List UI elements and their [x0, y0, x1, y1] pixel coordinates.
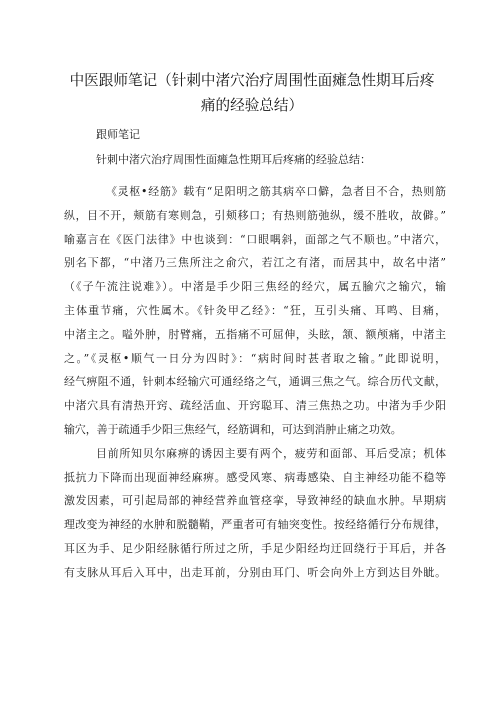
text-line: 《灵枢•经筋》载有“足阳明之筋其病卒口僻，急者目不合，热则筋 [106, 185, 446, 198]
document-body [64, 180, 446, 585]
text-line: 纵，目不开，颊筋有寒则急，引颊移口；有热则筋弛纵，缓不胜收，故僻。” [64, 208, 446, 222]
text-line: 抵抗力下降而出现面神经麻痹。感受风寒、病毒感染、自主神经功能不稳等 [64, 470, 446, 484]
document-title [60, 68, 444, 118]
text-line: （《子午流注说难》）。中渚是手少阳三焦经的经穴，属五腧穴之输穴，输 [64, 280, 446, 294]
text-line: 之。”《灵枢•顺气一日分为四时》：“病时间时甚者取之输。”此即说明， [64, 351, 446, 365]
text-line: 有支脉从耳后入耳中，出走耳前，分别由耳门、听会向外上方到达目外眦。 [64, 565, 446, 579]
title-line-2: 痛的经验总结） [200, 97, 304, 114]
text-line: 经气痹阻不通，针刺本经输穴可通经络之气，通调三焦之气。综合历代文献， [64, 375, 446, 389]
text-line: 中渚主之。嗌外肿，肘臂痛，五指痛不可屈伸，头眩，颔、额颅痛，中渚主 [64, 327, 446, 341]
title-line-1: 中医跟师笔记（针刺中渚穴治疗周围性面瘫急性期耳后疼 [69, 72, 435, 89]
paragraph-1 [64, 180, 446, 442]
text-line: 主体重节痛，穴性属木。《针灸甲乙经》：“狂，互引头痛、耳鸣、目痛， [64, 303, 446, 317]
text-line: 喻嘉言在《医门法律》中也谈到：“口眼喁斜，面部之气不顺也。”中渚穴， [64, 232, 446, 246]
summary-heading: 针刺中渚穴治疗周围性面瘫急性期耳后疼痛的经验总结： [96, 153, 371, 166]
text-line: 耳区为手、足少阳经脉循行所过之所，手足少阳经均迂回绕行于耳后，并各 [64, 541, 446, 555]
text-line: 输穴，善于疏通手少阳三焦经气，经筋调和，可达到消肿止痛之功效。 [64, 422, 402, 436]
text-line: 别名下都，“中渚乃三焦所注之俞穴，若江之有渚，而居其中，故名中渚” [64, 256, 446, 270]
section-label: 跟师笔记 [96, 128, 140, 141]
text-line: 目前所知贝尔麻痹的诱因主要有两个，疲劳和面部、耳后受凉；机体 [96, 446, 446, 460]
text-line: 中渚穴具有清热开窍、疏经活血、开窍聪耳、清三焦热之功。中渚为手少阳 [64, 399, 446, 413]
paragraph-2 [64, 442, 446, 585]
text-line: 理改变为神经的水肿和脱髓鞘，严重者可有轴突变性。按经络循行分布规律， [64, 518, 446, 532]
text-line: 激发因素，可引起局部的神经营养血管痉挛，导致神经的缺血水肿。早期病 [64, 494, 446, 508]
